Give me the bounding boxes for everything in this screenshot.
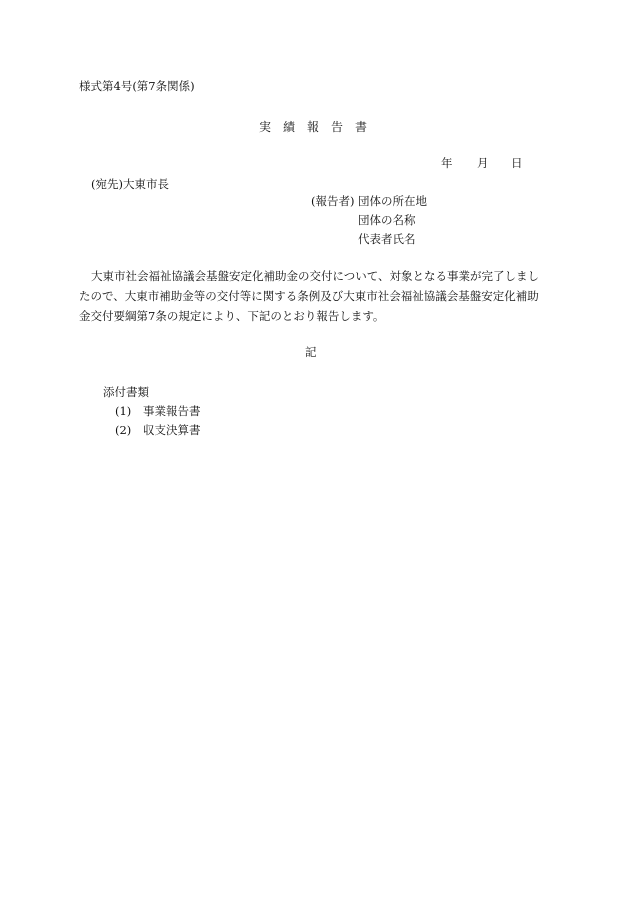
ki-heading: 記 [305,345,317,359]
date-day: 日 [511,156,523,170]
attachments-heading: 添付書類 [103,385,149,399]
document-title: 実 績 報 告 書 [259,120,368,134]
form-number: 様式第4号(第7条関係) [79,79,195,93]
attachment-number: (2) [115,423,132,437]
date-year: 年 [441,156,453,170]
representative-label: 代表者氏名 [358,232,416,246]
body-line-1: 大東市社会福祉協議会基盤安定化補助金の交付について、対象となる事業が完了しまし [91,269,540,283]
body-line-3: 金交付要綱第7条の規定により、下記のとおり報告します。 [79,309,385,323]
attachment-label: 収支決算書 [143,423,201,437]
date-month: 月 [477,156,489,170]
reporter-label: (報告者) [311,194,355,208]
reporter-address-label: 団体の所在地 [358,194,427,208]
attachment-number: (1) [115,404,132,418]
body-line-2: たので、大東市補助金等の交付等に関する条例及び大東市社会福祉協議会基盤安定化補助 [79,289,539,303]
reporter-name-label: 団体の名称 [358,213,416,227]
attachment-label: 事業報告書 [143,404,201,418]
addressee: (宛先)大東市長 [91,177,169,191]
